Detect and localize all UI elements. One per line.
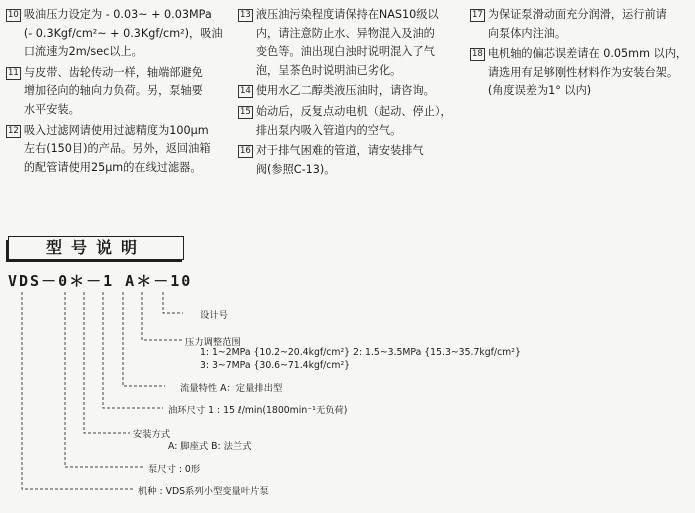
note-text: 与皮带、齿轮传动一样，轴端部避免 增加径向的轴向力负荷。另，泵轴要 水平安装。: [23, 65, 203, 116]
leader-displacement: [103, 292, 163, 408]
note-number-box: 16: [240, 146, 251, 157]
label-pressure-line2: 3: 3~7MPa {30.6~71.4kgf/cm²}: [200, 360, 351, 371]
note-text: 电机轴的偏芯误差请在 0.05mm 以内， 请选用有足够刚性材料作为安装台架。 (角度误差为1° 以内): [487, 47, 688, 98]
note-number-box: 15: [240, 106, 251, 117]
note-text: 始动后，反复点动电机（起动、停止）， 排出泵内吸入管道内的空气。: [255, 104, 452, 137]
note-text: 吸入过滤网请使用过滤精度为100μm 左右(150目)的产品。另外，返回油箱 的配管请使用25μm的在线过滤器。: [23, 123, 211, 174]
leader-flow: [123, 292, 165, 386]
note-text: 为保证泵滑动面充分润滑，运行前请 向泵体内注油。: [487, 8, 667, 40]
leader-design-no: [163, 292, 183, 313]
label-flow-char: 流量特性 A：定量排出型: [180, 383, 283, 394]
label-pressure-title: 压力调整范围: [185, 337, 241, 348]
label-series: 机种 : VDS系列小型变量叶片泵: [138, 486, 269, 497]
note-number-box: 11: [8, 67, 19, 78]
label-design-no: 设计号: [200, 310, 228, 321]
section-title: 型号说明: [8, 236, 184, 260]
label-displacement: 油环尺寸 1 : 15 ℓ/min(1800min⁻¹无负荷): [168, 405, 348, 416]
note-text: 吸油压力设定为 - 0.03~ + 0.03MPa (- 0.3Kgf/cm²~ + 0.3Kgf/cm²)，吸油 口流速为2m/sec以上。: [23, 8, 223, 59]
note-number-box: 17: [472, 10, 483, 20]
label-pump-size: 泵尺寸 : 0形: [148, 464, 201, 475]
note-number-box: 13: [240, 10, 251, 20]
label-mount-title: 安装方式: [133, 429, 171, 440]
label-mount-types: A: 脚座式 B: 法兰式: [168, 441, 252, 452]
note-text: 对于排气困难的管道，请安装排气 阀(参照C-13)。: [255, 144, 424, 176]
note-number-box: 12: [8, 125, 19, 136]
leader-pump-size: [65, 292, 144, 467]
note-text: 液压油污染程度请保持在NAS10级以 内，请注意防止水、异物混入及油的 变色等。油出现白浊时说明混入了气 泡，呈茶色时说明油已劣化。: [255, 8, 439, 77]
note-number-box: 18: [472, 49, 483, 60]
note-number-box: 10: [8, 10, 19, 20]
label-pressure-line1: 1: 1~2MPa {10.2~20.4kgf/cm²} 2: 1.5~3.5MPa {15.3~35.7kgf/cm²}: [200, 347, 521, 358]
model-code: VDS－0＊－1 A＊－10: [8, 272, 193, 290]
note-text: 使用水乙二醇类液压油时，请咨询。: [255, 84, 435, 98]
note-number-box: 14: [240, 86, 251, 97]
leader-series: [22, 292, 134, 489]
